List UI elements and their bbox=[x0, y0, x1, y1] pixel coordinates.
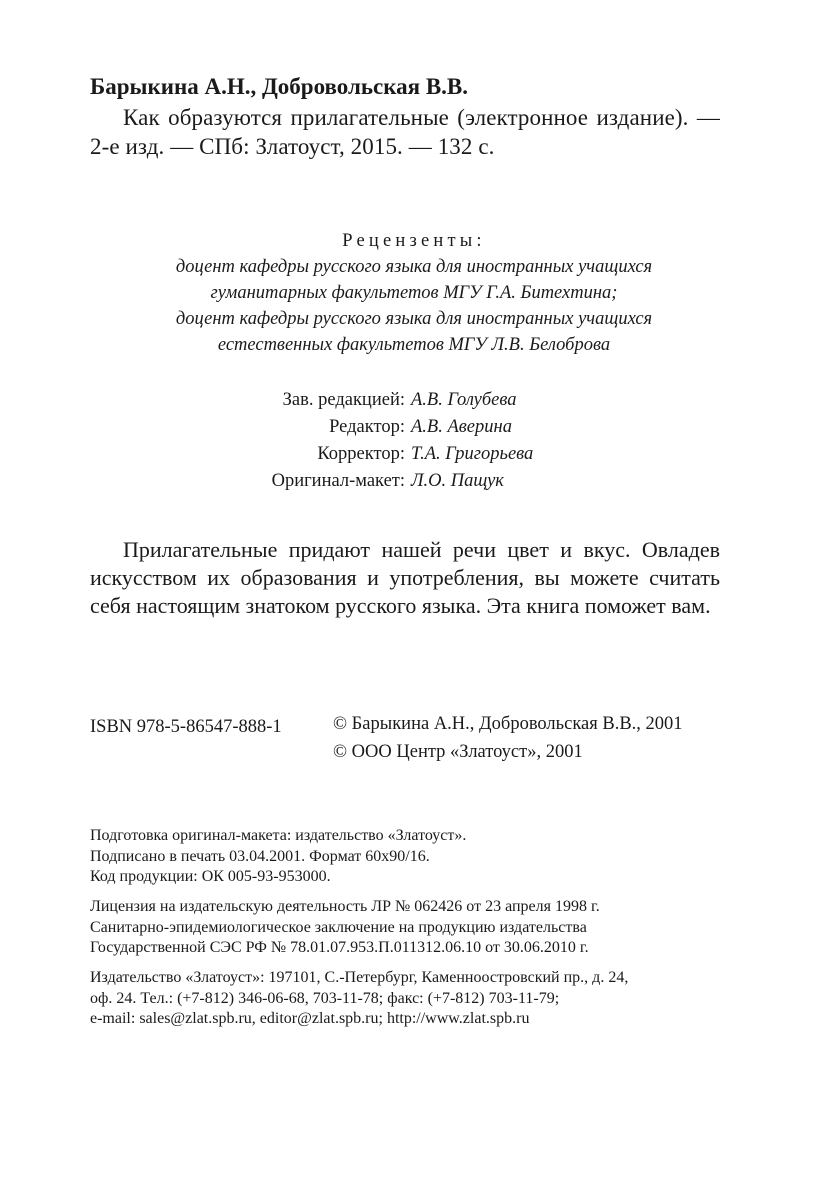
staff-role: Редактор: bbox=[329, 417, 405, 437]
imprint-line: Лицензия на издательскую деятельность ЛР № 062426 от 23 апреля 1998 г. bbox=[90, 898, 600, 915]
copyright-line: © Барыкина А.Н., Добровольская В.В., 2001 bbox=[333, 714, 683, 734]
imprint-line: Государственной СЭС РФ № 78.01.07.953.П.011312.06.10 от 30.06.2010 г. bbox=[90, 939, 589, 956]
imprint-line: оф. 24. Тел.: (+7-812) 346-06-68, 703-11-78; факс: (+7-812) 703-11-79; bbox=[90, 989, 560, 1007]
staff-row bbox=[90, 441, 738, 468]
staff-role: Оригинал-макет: bbox=[271, 471, 405, 491]
bibliographic-description bbox=[90, 103, 720, 161]
staff-row bbox=[90, 468, 738, 495]
staff-row bbox=[90, 414, 738, 441]
copyright-line: © ООО Центр «Златоуст», 2001 bbox=[333, 742, 583, 762]
annotation-text: Прилагательные придают нашей речи цвет и вкус. Овладев искусством их образования и употребления, вы можете считать себя настоящим знатоком русского языка. Эта книга поможет вам. bbox=[90, 537, 720, 618]
reviewer-line: гуманитарных факультетов МГУ Г.А. Битехтина; bbox=[210, 283, 618, 303]
bibliographic-text: Как образуются прилагательные (электронное издание). — 2-е изд. — СПб: Златоуст, 2015. — 132 с. bbox=[90, 105, 720, 159]
reviewers-heading: Рецензенты: bbox=[342, 231, 486, 251]
production-info bbox=[90, 826, 730, 888]
license-info bbox=[90, 897, 730, 959]
imprint-line: Издательство «Златоуст»: 197101, С.-Петербург, Каменноостровский пр., д. 24, bbox=[90, 969, 629, 986]
staff-name: А.В. Голубева bbox=[411, 390, 517, 410]
imprint-line: Санитарно-эпидемиологическое заключение на продукцию издательства bbox=[90, 918, 587, 936]
imprint-line: Код продукции: ОК 005-93-953000. bbox=[90, 868, 331, 885]
editorial-staff bbox=[90, 387, 738, 495]
staff-name: Л.О. Пащук bbox=[411, 471, 504, 491]
imprint-line: e-mail: sales@zlat.spb.ru, editor@zlat.spb.ru; http://www.zlat.spb.ru bbox=[90, 1010, 530, 1027]
copyright-block bbox=[333, 710, 683, 766]
reviewers-block bbox=[90, 228, 738, 358]
book-annotation bbox=[90, 536, 720, 620]
staff-name: Т.А. Григорьева bbox=[411, 444, 534, 464]
staff-role: Корректор: bbox=[317, 444, 405, 464]
staff-name: А.В. Аверина bbox=[411, 417, 512, 437]
staff-row bbox=[90, 387, 738, 414]
isbn: ISBN 978-5-86547-888-1 bbox=[90, 717, 282, 737]
reviewer-line: доцент кафедры русского языка для иностранных учащихся bbox=[175, 257, 653, 277]
imprint-line: Подготовка оригинал-макета: издательство «Златоуст». bbox=[90, 827, 467, 844]
publisher-contacts bbox=[90, 968, 730, 1030]
book-authors: Барыкина А.Н., Добровольская В.В. bbox=[90, 74, 469, 99]
reviewer-line: естественных факультетов МГУ Л.В. Белоброва bbox=[217, 335, 611, 355]
imprint-line: Подписано в печать 03.04.2001. Формат 60х90/16. bbox=[90, 847, 430, 865]
staff-role: Зав. редакцией: bbox=[282, 390, 405, 410]
reviewer-line: доцент кафедры русского языка для иностранных учащихся bbox=[175, 309, 653, 329]
